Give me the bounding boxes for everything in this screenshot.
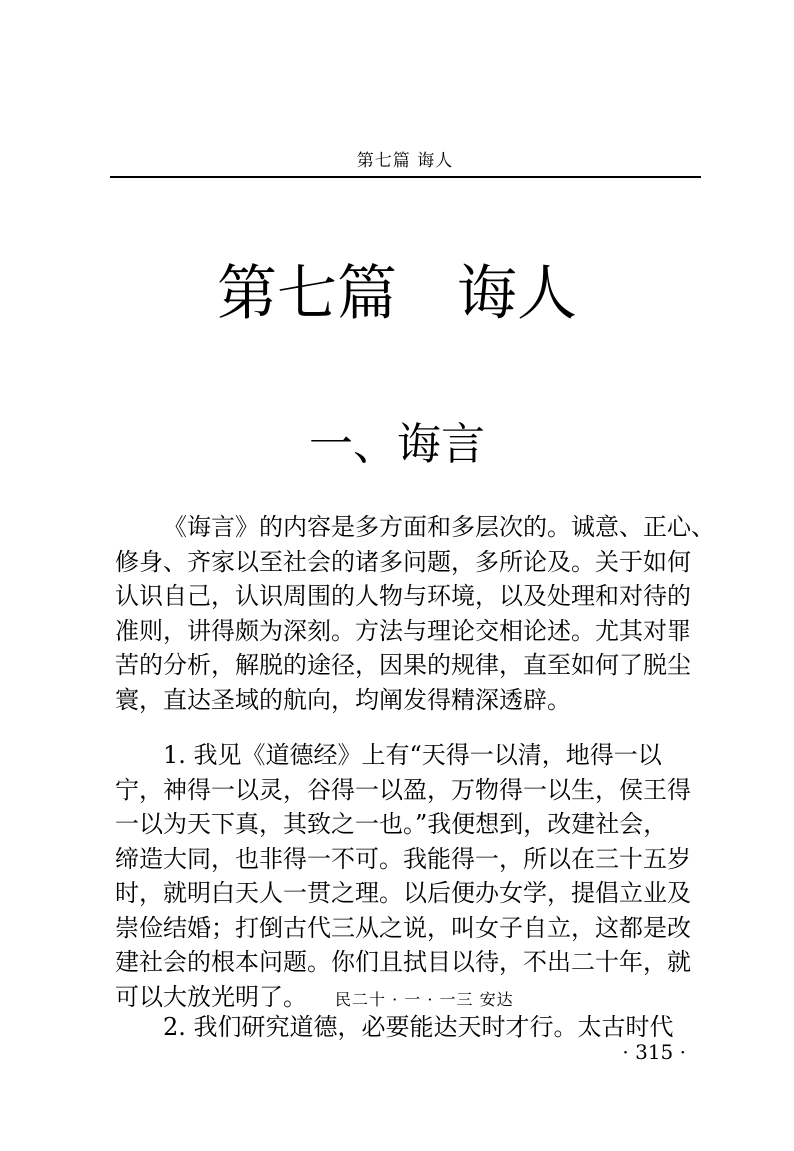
paragraph-line: 认识自己，认识周围的人物与环境，以及处理和对待的 [115,582,691,610]
paragraph-line: 苦的分析，解脱的途径，因果的规律，直至如何了脱尘 [115,651,691,679]
header-rule [110,176,701,178]
date-place-note: 民二十 · 一 · 一三 安达 [335,989,514,1009]
paragraph-line: 缔造大同，也非得一不可。我能得一，所以在三十五岁 [115,844,691,873]
chapter-title: 第七篇 诲人 [217,259,577,329]
paragraph-line: 1. 我见《道德经》上有“天得一以清，地得一以 [163,741,662,769]
page-number: · 315 · [622,1040,686,1064]
paragraph-line: 宁，神得一以灵，谷得一以盈，万物得一以生，侯王得 [115,775,691,804]
paragraph-line: 准则，讲得颇为深刻。方法与理论交相论述。尤其对罪 [115,616,691,645]
intro-paragraph [115,510,715,717]
paragraph-line: 崇俭结婚；打倒古代三从之说，叫女子自立，这都是改 [115,913,691,942]
paragraph-line: 《诲言》的内容是多方面和多层次的。诚意、正心、 [163,513,715,541]
paragraph-line: 时，就明白天人一贯之理。以后便办女学，提倡立业及 [115,879,691,907]
paragraph-line: 寰，直达圣域的航向，均阐发得精深透辟。 [115,685,571,714]
section-title: 一、诲言 [309,419,485,470]
paragraph-line-text: 可以大放光明了。 [115,982,307,1011]
numbered-item-1 [115,738,691,1017]
paragraph-line: 修身、齐家以至社会的诸多问题，多所论及。关于如何 [115,547,691,576]
paragraph-line: 建社会的根本问题。你们且拭目以待，不出二十年，就 [115,948,691,976]
paragraph-line: 2. 我们研究道德，必要能达天时才行。太古时代 [163,1013,674,1041]
numbered-item-2 [115,1010,687,1045]
running-head: 第七篇 诲人 [356,151,454,171]
paragraph-line: 一以为天下真，其致之一也。”我便想到，改建社会， [115,810,668,838]
